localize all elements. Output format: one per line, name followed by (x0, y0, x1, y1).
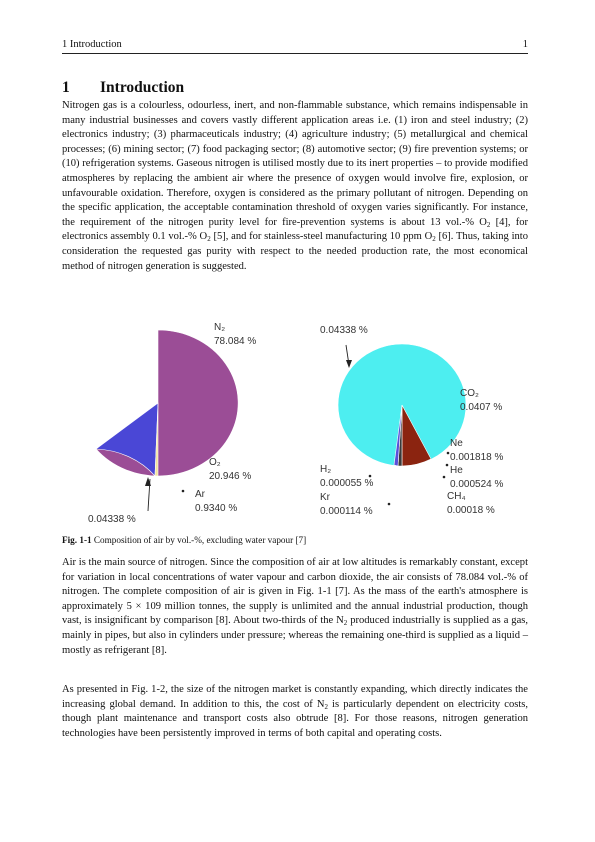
value-ch4: 0.00018 % (447, 505, 495, 516)
label-he: He (450, 465, 463, 476)
arrow-head (346, 360, 352, 368)
figure-graphic (62, 313, 528, 531)
value-h2: 0.000055 % (320, 478, 374, 489)
value-co2: 0.0407 % (460, 402, 503, 413)
page-number: 1 (522, 39, 528, 50)
label-ar: Ar (195, 489, 205, 500)
running-header-section: 1 Introduction (62, 39, 122, 50)
label-o2: O₂ (209, 457, 221, 468)
paragraph-1-text-d: [6]. Thus, taking into consideration the requested gas purity with respect to the needed production rate, the most economical method of nitrogen generation is suggested. (62, 231, 528, 272)
value-o2: 20.946 % (209, 471, 252, 482)
label-ch4: CH₄ (447, 491, 466, 502)
paragraph-2 (62, 556, 528, 658)
leader-dot (182, 490, 185, 493)
paragraph-2-text-a: Air is the main source of nitrogen. Since the composition of air at low altitudes is remarkably constant, except for variation in local concentrations of water vapour and carbon dioxide, the air consists of 78.084 vol.-% of nitrogen. The complete composition of air is given in Fig. 1-1 [7]. As the mass of the earth's atmosphere is approximately 5 × 109 million tonnes, the supply is unlimited and the annual industrial production, though vast, is insignificant by comparison [8]. About two-thirds of the N (62, 557, 528, 627)
subscript: 2 (324, 702, 328, 711)
section-title: Introduction (100, 79, 185, 96)
leader-dot (447, 452, 450, 455)
leader-dot (443, 476, 446, 479)
running-header (62, 36, 528, 50)
value-rest-right: 0.04338 % (320, 325, 368, 336)
paragraph-3 (62, 683, 528, 741)
value-rest-left: 0.04338 % (88, 514, 136, 525)
paragraph-3-text-a: As presented in Fig. 1-2, the size of the nitrogen market is constantly expanding, which directly indicates the increasing global demand. In addition to this, the cost of N (62, 684, 528, 710)
figure-air-composition (62, 313, 528, 531)
leader-dot (369, 475, 372, 478)
subscript: 2 (343, 619, 348, 628)
paragraph-1-text-b: [4], for electronics assembly 0.1 vol.-% O (62, 216, 528, 243)
label-ne: Ne (450, 438, 463, 449)
leader-dot (388, 503, 391, 506)
header-rule (62, 53, 528, 54)
value-ne: 0.001818 % (450, 452, 504, 463)
value-ar: 0.9340 % (195, 503, 238, 514)
value-n2: 78.084 % (214, 336, 257, 347)
label-co2: CO₂ (460, 388, 479, 399)
subscript: 2 (486, 220, 491, 229)
paragraph-1-text-c: [5], and for stainless-steel manufacturing 10 ppm O (210, 231, 433, 243)
paragraph-1-text-a: Nitrogen gas is a colourless, odourless, inert, and non-flammable substance, which remains indispensable in many industrial businesses and covers vastly different application areas i.e. (1) iron and steel industry; (2) electronics industry; (3) pharmaceuticals industry; (4) agriculture industry; (5) metallurgical and chemical processes; (6) mining sector; (7) food packaging sector; (8) automotive sector; (9) fire prevention systems; or (10) refrigeration systems. Gaseous nitrogen is utilised mostly due to its inert properties – to provide modified atmospheres by replacing the ambient air where the presence of oxygen would involve fire, explosion, or unfavourable oxidation. Therefore, oxygen is considered as the primary pollutant of nitrogen. Depending on the specific application, the acceptable contamination threshold of oxygen varies significantly. For instance, the requirement of the nitrogen purity level for fire-prevention systems is about 13 vol.-% O (62, 100, 528, 228)
leader-dot (446, 464, 449, 467)
subscript: 2 (432, 235, 436, 244)
pie-slice-n2 (96, 330, 238, 476)
label-kr: Kr (320, 492, 330, 503)
caption-text: Composition of air by vol.-%, excluding water vapour [7] (91, 535, 307, 545)
figure-caption (62, 535, 306, 545)
paragraph-2-text-b: produced industrially is supplied as a gas, mainly in pipes, but also in cylinders under pressure; whereas the remaining one-third is supplied as a liquid – mostly as refrigerant [8]. (62, 615, 528, 656)
paragraph-3-text-b: is particularly dependent on electricity costs, though plant maintenance and transport costs also obtrude [8]. For those reasons, nitrogen generation technologies have been persistently improved in terms of both capital and operating costs. (62, 698, 528, 739)
value-kr: 0.000114 % (320, 506, 373, 517)
section-number: 1 (62, 79, 70, 96)
label-h2: H₂ (320, 464, 332, 475)
label-n2: N₂ (214, 322, 226, 333)
paragraph-1 (62, 99, 528, 274)
caption-label: Fig. 1-1 (62, 535, 92, 545)
section-heading (62, 79, 184, 97)
subscript: 2 (207, 235, 211, 244)
value-he: 0.000524 % (450, 479, 504, 490)
left-pie (96, 330, 238, 511)
